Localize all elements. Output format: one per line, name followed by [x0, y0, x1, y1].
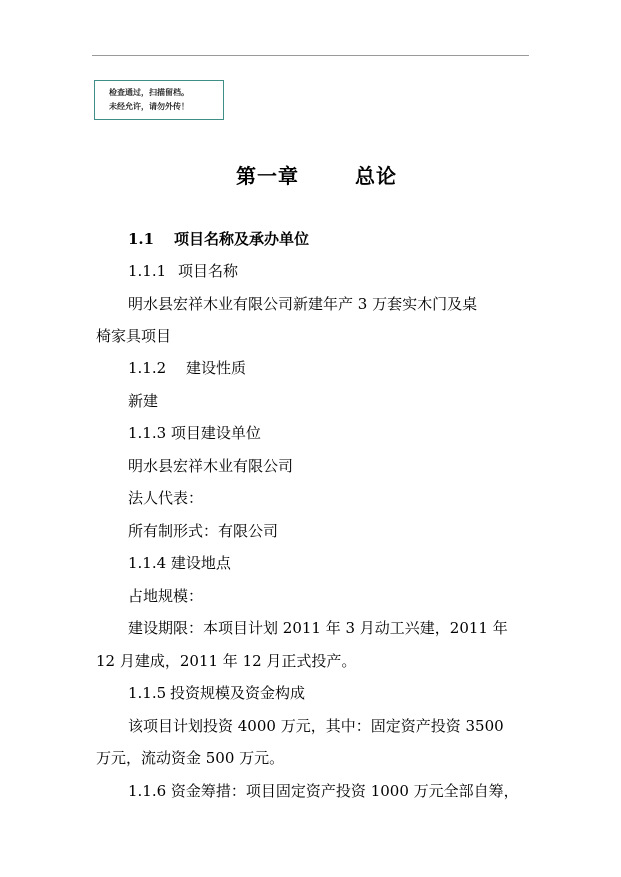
chapter-title — [236, 160, 397, 189]
funding-line: 1.1.6 资金筹措：项目固定资产投资 1000 万元全部自筹， — [128, 782, 519, 800]
project-name-line-2: 椅家具项目 — [96, 327, 172, 345]
section-1-1-3-heading: 1.1.3 项目建设单位 — [128, 424, 261, 442]
section-1-1-2-heading — [128, 358, 246, 378]
section-1-1-2-number: 1.1.2 — [128, 359, 167, 377]
section-1-1-2-title: 建设性质 — [186, 359, 247, 377]
investment-line-1: 该项目计划投资 4000 万元，其中：固定资产投资 3500 — [128, 717, 504, 735]
section-1-1-1-number: 1.1.1 — [128, 262, 167, 280]
section-1-1-5-number: 1.1.5 — [128, 684, 167, 702]
notice-line-2: 未经允许，请勿外传！ — [109, 102, 189, 111]
project-name-line-1: 明水县宏祥木业有限公司新建年产 3 万套实木门及桌 — [128, 295, 478, 313]
section-1-1-4-heading: 1.1.4 建设地点 — [128, 554, 231, 572]
ownership-form: 所有制形式：有限公司 — [128, 522, 279, 540]
section-1-1-heading — [128, 229, 309, 249]
investment-line-2: 万元，流动资金 500 万元。 — [96, 749, 285, 767]
land-scale: 占地规模： — [128, 587, 204, 605]
scan-notice-stamp — [94, 80, 224, 120]
construction-period-line-1: 建设期限：本项目计划 2011 年 3 月动工兴建，2011 年 — [128, 619, 508, 637]
notice-line-1: 检查通过，扫描留档。 — [109, 88, 189, 97]
construction-period-line-2: 12 月建成，2011 年 12 月正式投产。 — [96, 652, 357, 670]
section-1-1-title: 项目名称及承办单位 — [174, 230, 310, 248]
construction-nature: 新建 — [128, 392, 159, 410]
section-1-1-1-title: 项目名称 — [178, 262, 239, 280]
section-1-1-5-title: 投资规模及资金构成 — [170, 684, 306, 702]
section-1-1-number: 1.1 — [128, 230, 155, 248]
section-1-1-5-heading — [128, 683, 305, 703]
construction-unit: 明水县宏祥木业有限公司 — [128, 457, 294, 475]
chapter-number: 第一章 — [236, 164, 299, 188]
chapter-name: 总论 — [355, 164, 397, 188]
legal-representative: 法人代表： — [128, 489, 204, 507]
section-1-1-1-heading — [128, 261, 238, 281]
header-rule — [92, 55, 529, 56]
